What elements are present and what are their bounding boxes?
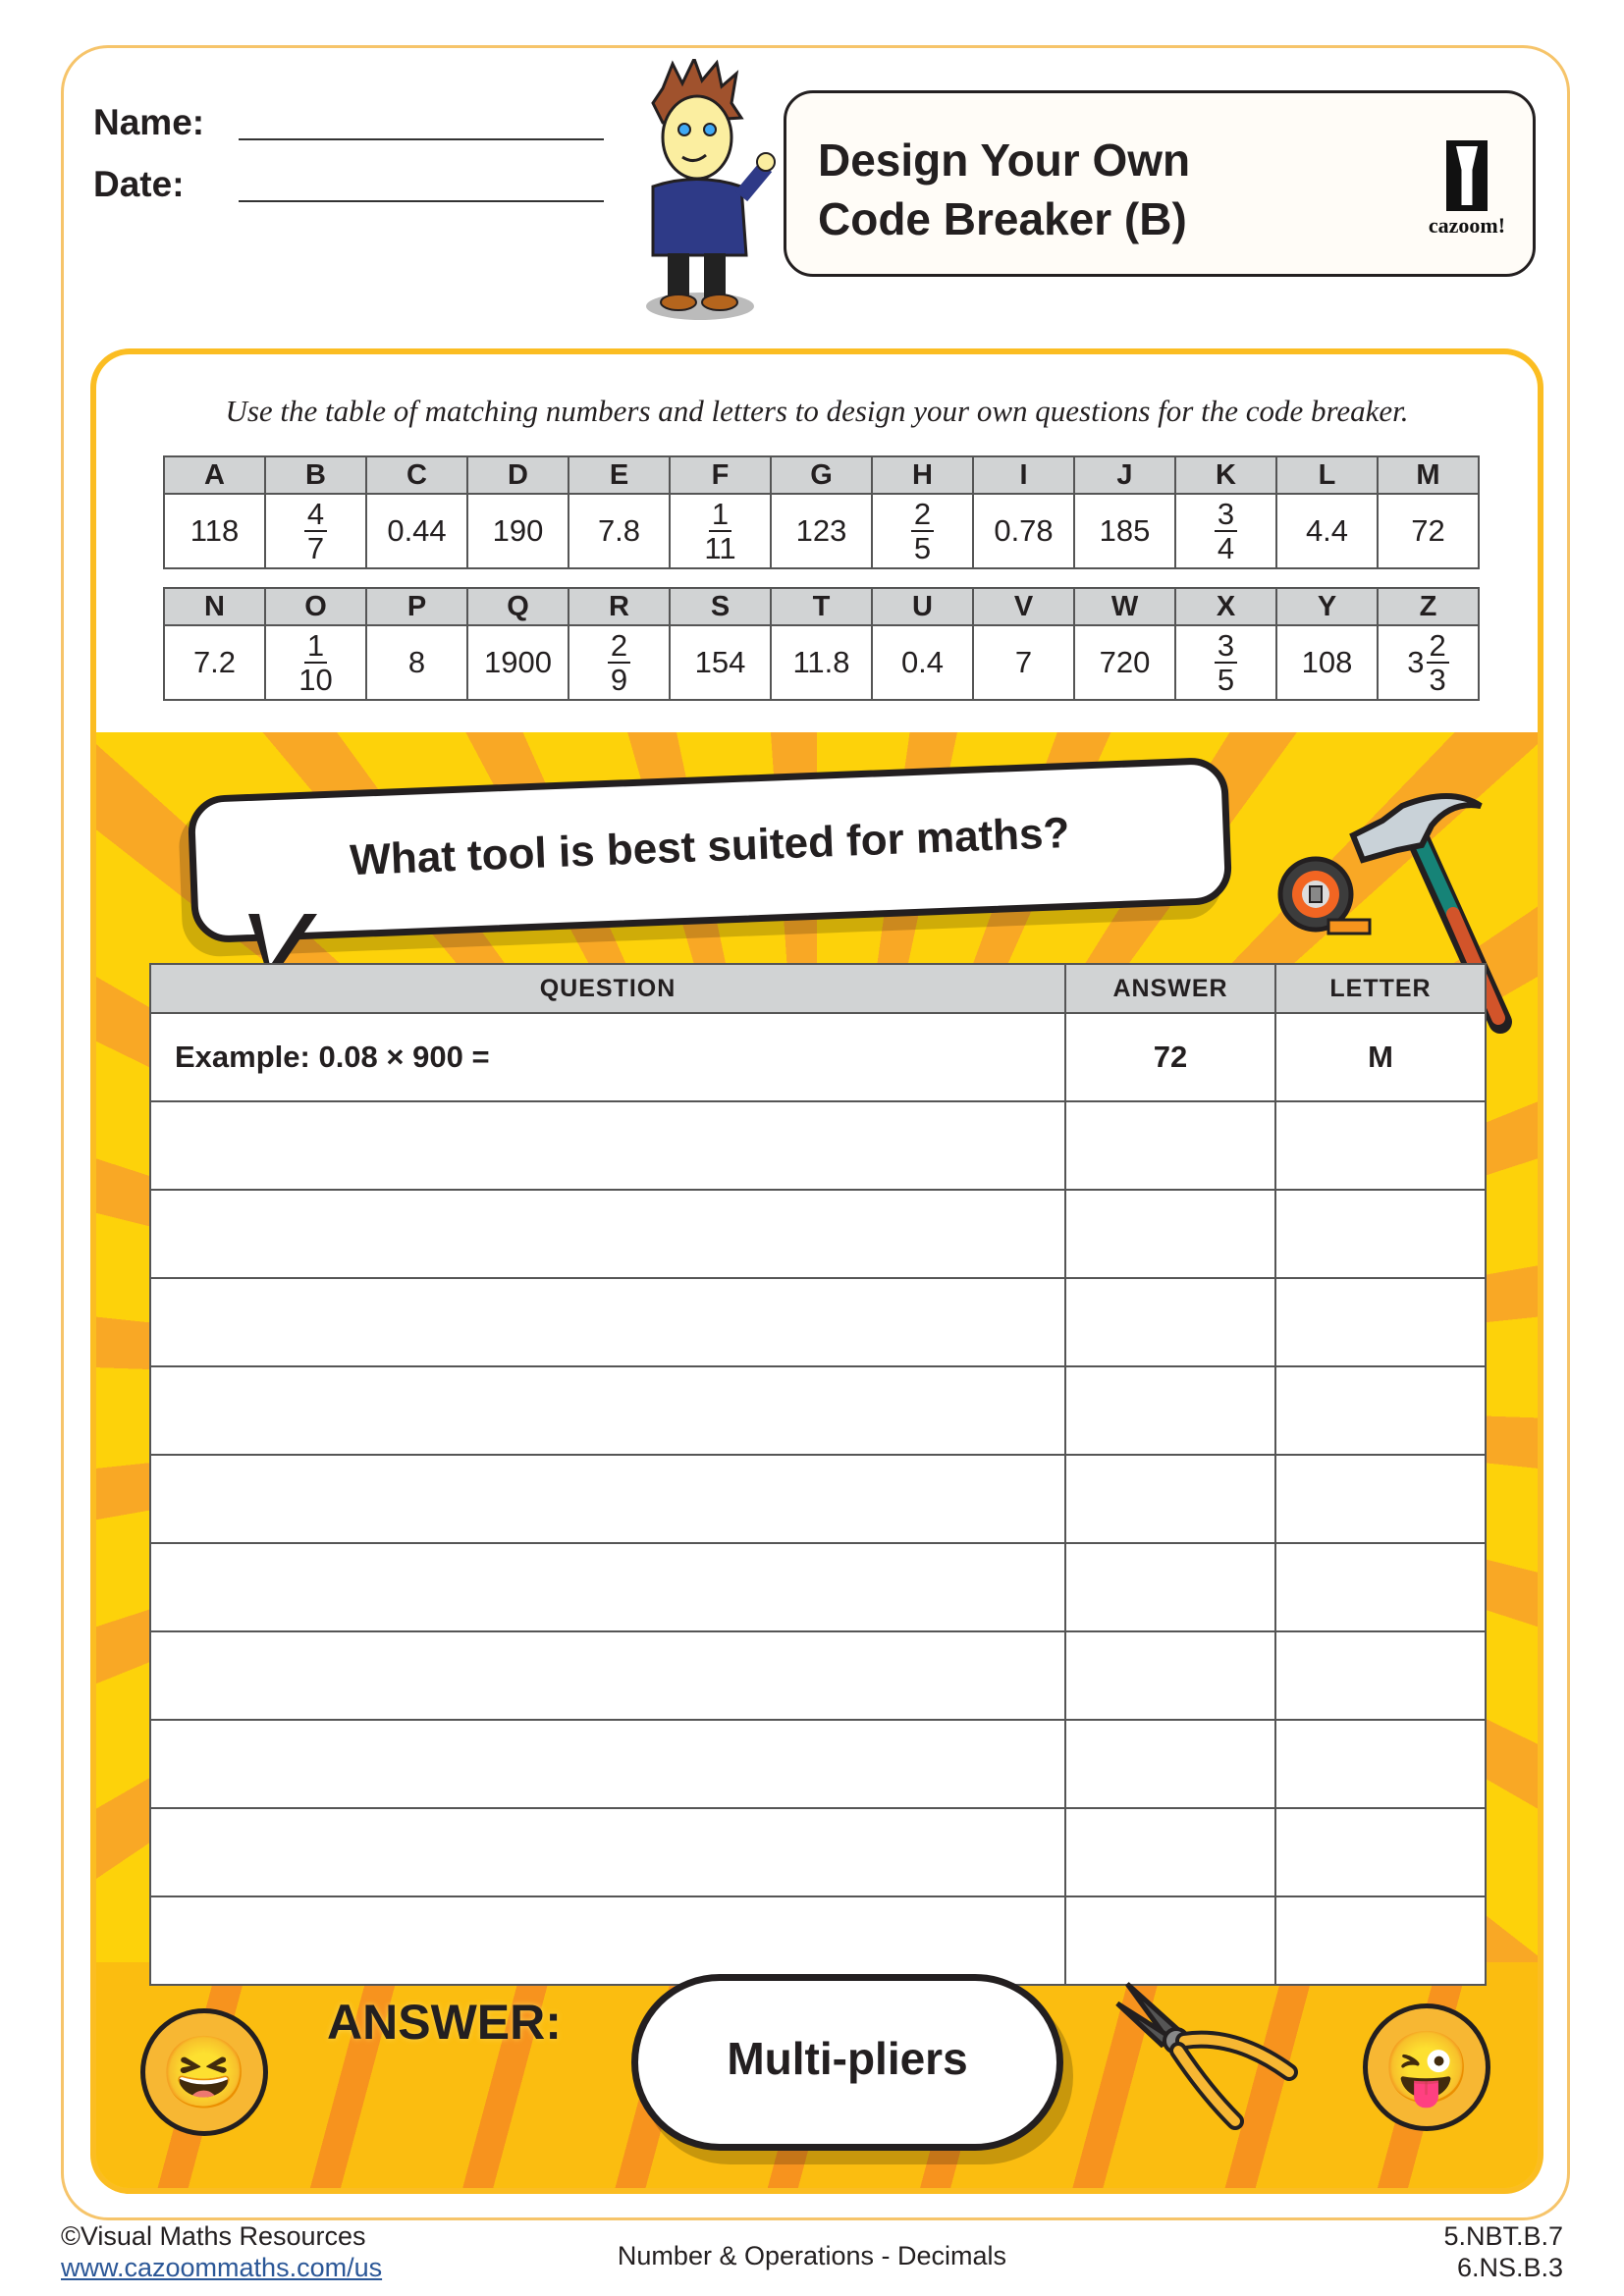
- fraction: [608, 629, 630, 696]
- letter-header: LETTER: [1275, 964, 1486, 1013]
- answer-cell[interactable]: [1065, 1278, 1275, 1366]
- speech-tail-inner: [258, 909, 307, 966]
- answer-cell[interactable]: [1065, 1543, 1275, 1631]
- code-value-t: 11.8: [771, 625, 872, 700]
- letter-cell[interactable]: [1275, 1455, 1486, 1543]
- date-label: Date:: [93, 164, 185, 204]
- question-table: [149, 963, 1487, 1986]
- fraction: [1215, 629, 1237, 696]
- numerator: 1: [304, 629, 327, 664]
- name-label: Name:: [93, 102, 205, 142]
- example-row: [150, 1013, 1486, 1101]
- question-row: [150, 1455, 1486, 1543]
- code-value-f: [670, 494, 771, 568]
- pliers-icon: [1108, 1974, 1304, 2131]
- code-value-z: [1378, 625, 1479, 700]
- title-line-2: Code Breaker (B): [818, 193, 1187, 244]
- code-value-i: 0.78: [973, 494, 1074, 568]
- code-letter-v: V: [973, 588, 1074, 625]
- question-row: [150, 1631, 1486, 1720]
- question-cell[interactable]: [150, 1101, 1065, 1190]
- website-link[interactable]: www.cazoommaths.com/us: [61, 2253, 383, 2282]
- fraction: [1427, 629, 1449, 696]
- numerator: 3: [1215, 629, 1237, 664]
- code-letter-b: B: [265, 456, 366, 494]
- question-cell[interactable]: [150, 1455, 1065, 1543]
- code-letter-w: W: [1074, 588, 1175, 625]
- standard-1: 5.NBT.B.7: [1443, 2221, 1563, 2251]
- code-value-c: 0.44: [366, 494, 467, 568]
- code-table-row-1: [163, 455, 1480, 569]
- denominator: 3: [1429, 663, 1446, 697]
- code-letter-l: L: [1276, 456, 1378, 494]
- cazoom-logo: [1423, 140, 1511, 239]
- numerator: 2: [1427, 629, 1449, 664]
- question-cell[interactable]: [150, 1278, 1065, 1366]
- denominator: 4: [1217, 531, 1235, 565]
- date-input-line[interactable]: [239, 200, 604, 202]
- code-value-a: 118: [164, 494, 265, 568]
- code-letter-r: R: [568, 588, 670, 625]
- code-letter-z: Z: [1378, 588, 1479, 625]
- code-letter-q: Q: [467, 588, 568, 625]
- question-row: [150, 1366, 1486, 1455]
- denominator: 7: [306, 531, 325, 565]
- page-title: [818, 131, 1190, 248]
- riddle-text: What tool is best suited for maths?: [349, 808, 1071, 885]
- letter-cell: M: [1275, 1013, 1486, 1101]
- code-value-s: 154: [670, 625, 771, 700]
- answer-label: ANSWER:: [327, 1995, 562, 2050]
- answer-value: Multi-pliers: [727, 2033, 968, 2084]
- question-cell[interactable]: [150, 1808, 1065, 1896]
- question-cell[interactable]: [150, 1720, 1065, 1808]
- code-letter-k: K: [1175, 456, 1276, 494]
- code-value-q: 1900: [467, 625, 568, 700]
- logo-icon: [1446, 140, 1488, 211]
- code-letter-d: D: [467, 456, 568, 494]
- code-letter-x: X: [1175, 588, 1276, 625]
- answer-header: ANSWER: [1065, 964, 1275, 1013]
- answer-cloud: [631, 1974, 1063, 2151]
- denominator: 9: [610, 663, 628, 697]
- standard-2: 6.NS.B.3: [1456, 2253, 1563, 2282]
- code-value-g: 123: [771, 494, 872, 568]
- title-line-1: Design Your Own: [818, 134, 1191, 186]
- question-row: [150, 1190, 1486, 1278]
- denominator: 10: [298, 663, 333, 697]
- answer-cell[interactable]: [1065, 1190, 1275, 1278]
- code-letter-n: N: [164, 588, 265, 625]
- fraction: [704, 498, 735, 564]
- fraction: [298, 629, 332, 696]
- numerator: 2: [608, 629, 630, 664]
- footer-standards: [1443, 2220, 1563, 2283]
- code-table-section: [96, 354, 1538, 732]
- footer-topic: Number & Operations - Decimals: [617, 2241, 1007, 2270]
- code-value-w: 720: [1074, 625, 1175, 700]
- instructions: Use the table of matching numbers and letters to design your own questions for the code breaker.: [225, 394, 1409, 428]
- answer-cell[interactable]: [1065, 1896, 1275, 1985]
- code-value-k: [1175, 494, 1276, 568]
- code-letter-j: J: [1074, 456, 1175, 494]
- code-value-p: 8: [366, 625, 467, 700]
- code-letter-h: H: [872, 456, 973, 494]
- letter-cell[interactable]: [1275, 1631, 1486, 1720]
- answer-cell[interactable]: [1065, 1808, 1275, 1896]
- code-letter-p: P: [366, 588, 467, 625]
- code-letter-t: T: [771, 588, 872, 625]
- code-value-j: 185: [1074, 494, 1175, 568]
- question-row: [150, 1808, 1486, 1896]
- denominator: 11: [704, 531, 736, 565]
- code-value-x: [1175, 625, 1276, 700]
- numerator: 3: [1215, 498, 1237, 532]
- code-value-h: [872, 494, 973, 568]
- code-letter-c: C: [366, 456, 467, 494]
- code-letter-u: U: [872, 588, 973, 625]
- code-letter-f: F: [670, 456, 771, 494]
- numerator: 4: [304, 498, 327, 532]
- question-cell[interactable]: [150, 1896, 1065, 1985]
- answer-cell[interactable]: [1065, 1631, 1275, 1720]
- numerator: 2: [911, 498, 934, 532]
- answer-cell[interactable]: [1065, 1101, 1275, 1190]
- question-row: [150, 1720, 1486, 1808]
- letter-cell[interactable]: [1275, 1101, 1486, 1190]
- code-letter-m: M: [1378, 456, 1479, 494]
- question-cell[interactable]: [150, 1366, 1065, 1455]
- question-row: [150, 1543, 1486, 1631]
- question-cell[interactable]: [150, 1543, 1065, 1631]
- question-cell[interactable]: [150, 1190, 1065, 1278]
- whole-number: 3: [1407, 645, 1425, 679]
- question-cell[interactable]: [150, 1631, 1065, 1720]
- name-input-line[interactable]: [239, 138, 604, 140]
- code-value-n: 7.2: [164, 625, 265, 700]
- code-value-o: [265, 625, 366, 700]
- letter-cell[interactable]: [1275, 1278, 1486, 1366]
- denominator: 5: [1217, 663, 1235, 697]
- fraction: [911, 498, 934, 564]
- worksheet-panel: [90, 348, 1543, 2194]
- code-value-r: [568, 625, 670, 700]
- letter-cell[interactable]: [1275, 1366, 1486, 1455]
- answer-cell[interactable]: [1065, 1720, 1275, 1808]
- answer-cell[interactable]: [1065, 1366, 1275, 1455]
- code-letter-a: A: [164, 456, 265, 494]
- fraction: [1215, 498, 1237, 564]
- letter-cell[interactable]: [1275, 1543, 1486, 1631]
- code-letter-y: Y: [1276, 588, 1378, 625]
- code-letter-e: E: [568, 456, 670, 494]
- title-box: [784, 90, 1536, 277]
- copyright: ©Visual Maths Resources: [61, 2221, 366, 2251]
- boy-mascot-icon: [623, 59, 776, 324]
- code-value-u: 0.4: [872, 625, 973, 700]
- code-value-v: 7: [973, 625, 1074, 700]
- logo-text: cazoom!: [1428, 213, 1506, 238]
- code-value-y: 108: [1276, 625, 1378, 700]
- code-letter-o: O: [265, 588, 366, 625]
- code-value-l: 4.4: [1276, 494, 1378, 568]
- letter-cell[interactable]: [1275, 1190, 1486, 1278]
- code-letter-i: I: [973, 456, 1074, 494]
- code-value-m: 72: [1378, 494, 1479, 568]
- code-table-row-2: [163, 587, 1480, 701]
- question-cell: Example: 0.08 × 900 =: [150, 1013, 1065, 1101]
- question-header: QUESTION: [150, 964, 1065, 1013]
- code-letter-s: S: [670, 588, 771, 625]
- code-letter-g: G: [771, 456, 872, 494]
- question-row: [150, 1896, 1486, 1985]
- laughing-emoji-icon: 😆: [140, 2008, 268, 2136]
- winking-emoji-icon: 😜: [1363, 2003, 1490, 2131]
- question-row: [150, 1278, 1486, 1366]
- answer-cell[interactable]: [1065, 1455, 1275, 1543]
- denominator: 5: [913, 531, 932, 565]
- letter-cell[interactable]: [1275, 1808, 1486, 1896]
- code-value-e: 7.8: [568, 494, 670, 568]
- letter-cell[interactable]: [1275, 1896, 1486, 1985]
- question-row: [150, 1101, 1486, 1190]
- fraction: [304, 498, 327, 564]
- letter-cell[interactable]: [1275, 1720, 1486, 1808]
- answer-cell: 72: [1065, 1013, 1275, 1101]
- code-value-d: 190: [467, 494, 568, 568]
- code-value-b: [265, 494, 366, 568]
- numerator: 1: [709, 498, 731, 532]
